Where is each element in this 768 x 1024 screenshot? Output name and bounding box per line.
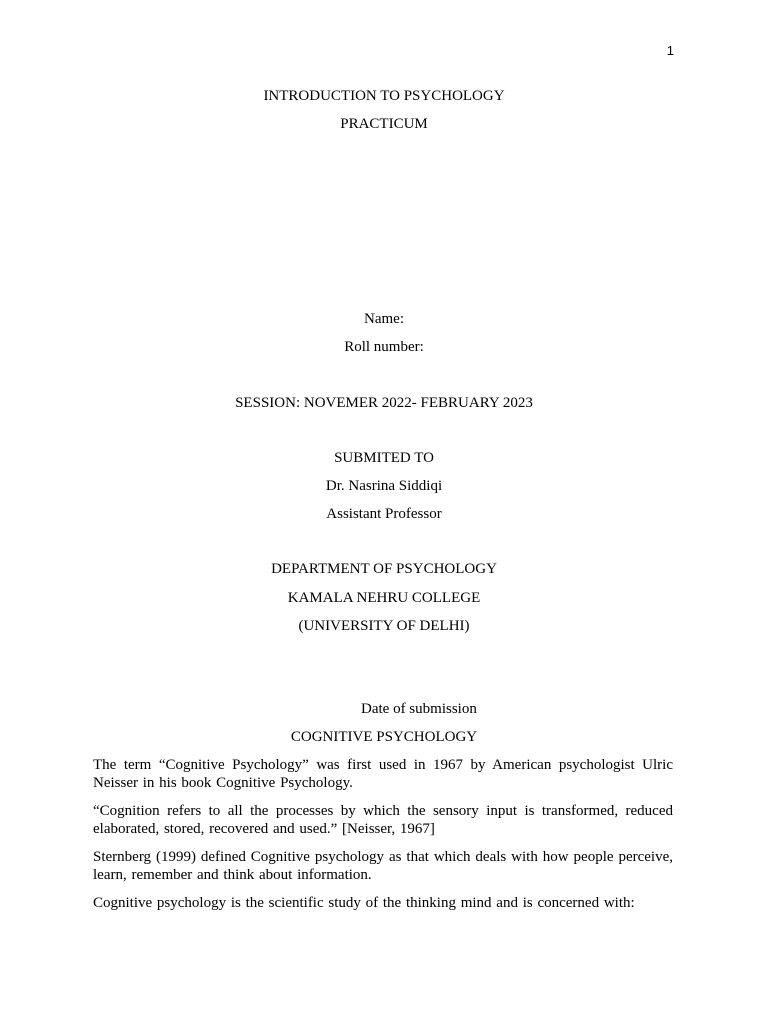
college-line: KAMALA NEHRU COLLEGE [287, 590, 481, 606]
page-number: 1 [666, 43, 674, 58]
paragraph-1: The term “Cognitive Psychology” was first used in 1967 by American psychologist Ulric Neisser in his book Cognitive Psychology. [93, 757, 673, 791]
paragraph-4: Cognitive psychology is the scientific study of the thinking mind and is concerned with: [93, 895, 635, 911]
professor-title: Assistant Professor [326, 506, 442, 522]
submitted-to-label: SUBMITED TO [334, 450, 434, 466]
title-line-2: PRACTICUM [340, 116, 428, 132]
paragraph-2: “Cognition refers to all the processes by which the sensory input is transformed, reduced elaborated, stored, recovered and used.” [Neisser, 1967] [93, 803, 673, 837]
university-line: (UNIVERSITY OF DELHI) [298, 618, 470, 634]
paragraph-3: Sternberg (1999) defined Cognitive psychology as that which deals with how people perceive, learn, remember and think about information. [93, 849, 673, 883]
roll-number-label: Roll number: [344, 339, 424, 355]
professor-name: Dr. Nasrina Siddiqi [325, 478, 443, 494]
date-of-submission-label: Date of submission [361, 701, 477, 717]
session-line: SESSION: NOVEMER 2022- FEBRUARY 2023 [235, 395, 533, 411]
section-heading: COGNITIVE PSYCHOLOGY [290, 729, 478, 745]
title-line-1: INTRODUCTION TO PSYCHOLOGY [263, 88, 505, 104]
department-line: DEPARTMENT OF PSYCHOLOGY [271, 561, 497, 577]
name-label: Name: [364, 311, 404, 327]
